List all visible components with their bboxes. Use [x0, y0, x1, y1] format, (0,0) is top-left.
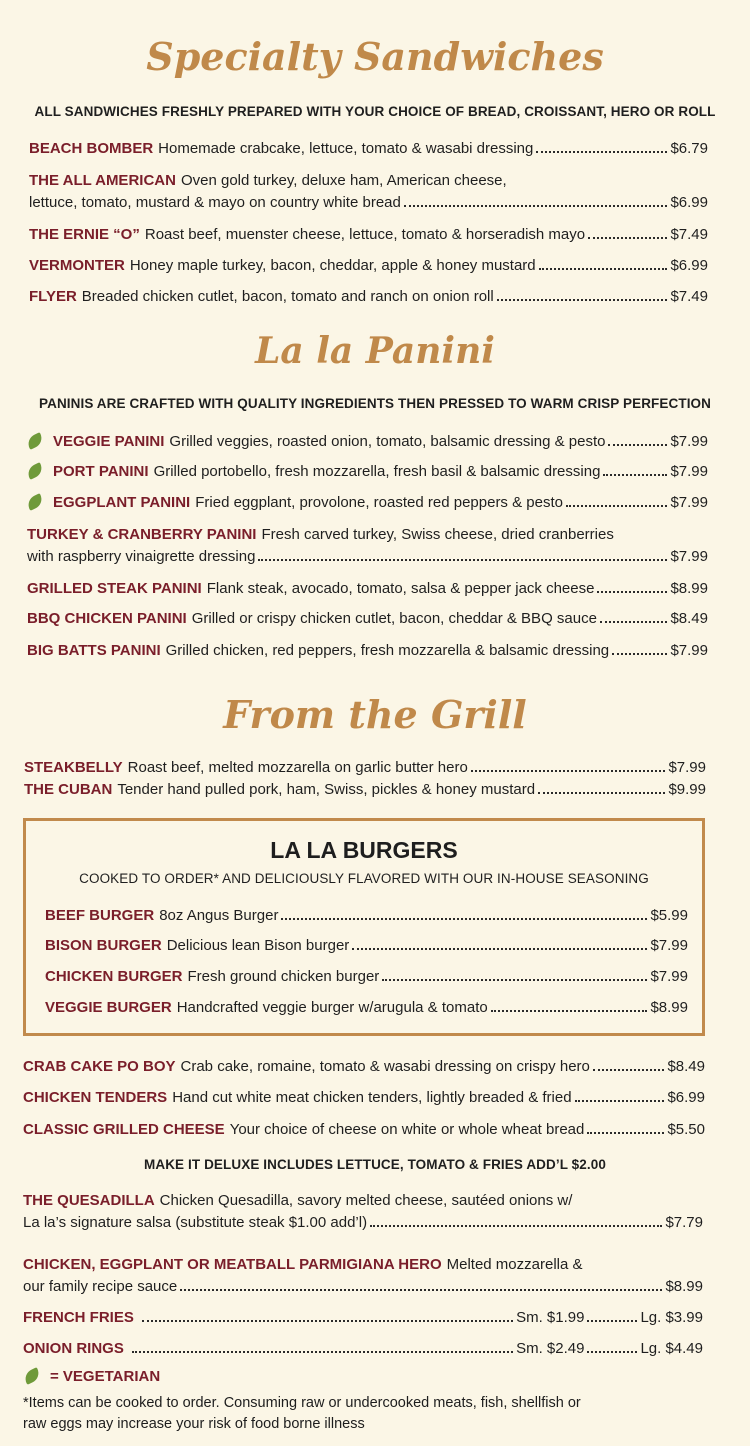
item-name: THE ERNIE “O” [29, 226, 140, 243]
item-price: $5.99 [650, 907, 688, 924]
menu-item [27, 433, 708, 450]
leader-dots [612, 653, 667, 655]
item-price: $7.99 [668, 759, 706, 776]
item-price: $7.99 [670, 642, 708, 659]
menu-item-line1 [29, 172, 708, 189]
menu-item [23, 1340, 703, 1357]
item-desc-2: lettuce, tomato, mustard & mayo on country white bread [29, 194, 401, 211]
item-name: GRILLED STEAK PANINI [27, 580, 202, 597]
item-name: BISON BURGER [45, 937, 162, 954]
legend-label: = VEGETARIAN [50, 1368, 161, 1385]
leader-dots [575, 1100, 665, 1102]
panini-title: La la Panini [255, 330, 495, 372]
item-price-small: Sm. $1.99 [516, 1309, 585, 1326]
disclaimer-line-1: *Items can be cooked to order. Consuming raw or undercooked meats, fish, shellfish or [23, 1395, 581, 1411]
menu-item [27, 642, 708, 659]
item-desc: Melted mozzarella & [446, 1256, 583, 1273]
menu-item-line1 [23, 1256, 703, 1273]
item-desc: Crab cake, romaine, tomato & wasabi dressing on crispy hero [180, 1058, 590, 1075]
item-name: VEGGIE BURGER [45, 999, 172, 1016]
item-price: $7.99 [650, 937, 688, 954]
item-desc: Hand cut white meat chicken tenders, lightly breaded & fried [172, 1089, 572, 1106]
item-name: STEAKBELLY [24, 759, 123, 776]
leader-dots [258, 559, 667, 561]
menu-item [29, 288, 708, 305]
item-desc: Tender hand pulled pork, ham, Swiss, pickles & honey mustard [117, 781, 536, 798]
leader-dots [587, 1320, 637, 1322]
item-desc: Fresh carved turkey, Swiss cheese, dried cranberries [261, 526, 614, 543]
item-desc: Grilled chicken, red peppers, fresh mozzarella & balsamic dressing [165, 642, 610, 659]
item-desc: Roast beef, muenster cheese, lettuce, tomato & horseradish mayo [144, 226, 586, 243]
item-name: CHICKEN, EGGPLANT OR MEATBALL PARMIGIANA HERO [23, 1256, 442, 1273]
leader-dots [370, 1225, 662, 1227]
item-name: BBQ CHICKEN PANINI [27, 610, 187, 627]
item-desc: Honey maple turkey, bacon, cheddar, apple & honey mustard [129, 257, 536, 274]
item-price: $7.99 [670, 433, 708, 450]
menu-item [23, 1058, 705, 1075]
menu-item [29, 257, 708, 274]
menu-item [23, 1309, 703, 1326]
item-desc-2: La la’s signature salsa (substitute steak $1.00 add’l) [23, 1214, 368, 1231]
leader-dots [132, 1351, 513, 1353]
item-price: $7.79 [665, 1214, 703, 1231]
vegetarian-leaf-icon [25, 462, 45, 480]
item-price: $7.99 [650, 968, 688, 985]
item-desc: Grilled veggies, roasted onion, tomato, balsamic dressing & pesto [169, 433, 606, 450]
vegetarian-leaf-icon [22, 1367, 42, 1385]
menu-item [23, 1089, 705, 1106]
leader-dots [566, 505, 667, 507]
item-desc: Chicken Quesadilla, savory melted cheese, sautéed onions w/ [159, 1192, 573, 1209]
menu-item-line2 [29, 194, 708, 211]
item-name: ONION RINGS [23, 1340, 124, 1357]
item-price: $6.79 [670, 140, 708, 157]
item-desc: Fresh ground chicken burger [187, 968, 380, 985]
item-name: CHICKEN TENDERS [23, 1089, 168, 1106]
leader-dots [597, 591, 667, 593]
item-price: $8.49 [667, 1058, 705, 1075]
leader-dots [600, 621, 668, 623]
leader-dots [491, 1010, 648, 1012]
item-desc: Grilled portobello, fresh mozzarella, fresh basil & balsamic dressing [153, 463, 601, 480]
menu-item [45, 999, 688, 1016]
item-price: $6.99 [670, 257, 708, 274]
menu-item-line2 [27, 548, 708, 565]
leader-dots [142, 1320, 513, 1322]
menu-item-line1 [23, 1192, 703, 1209]
item-price: $7.99 [670, 548, 708, 565]
menu-item [45, 937, 688, 954]
sandwiches-title: Specialty Sandwiches [146, 34, 604, 79]
vegetarian-leaf-icon [25, 493, 45, 511]
sandwiches-subtitle: ALL SANDWICHES FRESHLY PREPARED WITH YOUR CHOICE OF BREAD, CROISSANT, HERO OR ROLL [34, 104, 716, 119]
item-desc: 8oz Angus Burger [159, 907, 279, 924]
menu-item-line1 [27, 526, 708, 543]
leader-dots [538, 792, 665, 794]
item-price: $9.99 [668, 781, 706, 798]
item-price: $7.99 [670, 463, 708, 480]
leader-dots [352, 948, 647, 950]
leader-dots [281, 918, 647, 920]
menu-item [29, 140, 708, 157]
item-desc-2: with raspberry vinaigrette dressing [27, 548, 256, 565]
item-name: FLYER [29, 288, 77, 305]
item-price: $8.99 [670, 580, 708, 597]
item-desc-2: our family recipe sauce [23, 1278, 178, 1295]
menu-item [24, 759, 706, 776]
item-price: $7.49 [670, 226, 708, 243]
item-name: BEEF BURGER [45, 907, 155, 924]
vegetarian-legend [24, 1368, 165, 1385]
item-desc: Handcrafted veggie burger w/arugula & tomato [176, 999, 488, 1016]
item-desc: Grilled or crispy chicken cutlet, bacon, cheddar & BBQ sauce [191, 610, 597, 627]
item-desc: Breaded chicken cutlet, bacon, tomato and ranch on onion roll [81, 288, 494, 305]
item-name: CRAB CAKE PO BOY [23, 1058, 176, 1075]
item-price: $7.99 [670, 494, 708, 511]
vegetarian-leaf-icon [25, 432, 45, 450]
leader-dots [180, 1289, 662, 1291]
item-name: BEACH BOMBER [29, 140, 154, 157]
item-desc: Oven gold turkey, deluxe ham, American cheese, [180, 172, 507, 189]
deluxe-note: MAKE IT DELUXE INCLUDES LETTUCE, TOMATO & FRIES ADD’L $2.00 [144, 1157, 606, 1172]
item-price: $8.99 [650, 999, 688, 1016]
leader-dots [471, 770, 666, 772]
leader-dots [382, 979, 647, 981]
item-name: EGGPLANT PANINI [53, 494, 191, 511]
menu-item [23, 1121, 705, 1138]
menu-item-line2 [23, 1278, 703, 1295]
item-name: CLASSIC GRILLED CHEESE [23, 1121, 225, 1138]
menu-item-line2 [23, 1214, 703, 1231]
menu-item [29, 226, 708, 243]
item-name: VERMONTER [29, 257, 125, 274]
item-name: BIG BATTS PANINI [27, 642, 161, 659]
item-name: THE CUBAN [24, 781, 113, 798]
menu-item [45, 907, 688, 924]
leader-dots [539, 268, 668, 270]
item-price-small: Sm. $2.49 [516, 1340, 585, 1357]
item-price: $8.49 [670, 610, 708, 627]
item-desc: Delicious lean Bison burger [166, 937, 350, 954]
item-desc: Roast beef, melted mozzarella on garlic butter hero [127, 759, 468, 776]
leader-dots [404, 205, 668, 207]
grill-title: From the Grill [223, 692, 527, 737]
leader-dots [588, 237, 667, 239]
item-desc: Homemade crabcake, lettuce, tomato & wasabi dressing [158, 140, 534, 157]
item-name: TURKEY & CRANBERRY PANINI [27, 526, 257, 543]
leader-dots [497, 299, 668, 301]
menu-item [24, 781, 706, 798]
item-price: $6.99 [670, 194, 708, 211]
leader-dots [536, 151, 667, 153]
burgers-box [23, 818, 705, 1036]
menu-item [45, 968, 688, 985]
item-price: $6.99 [667, 1089, 705, 1106]
item-price-large: Lg. $4.49 [640, 1340, 703, 1357]
leader-dots [603, 474, 667, 476]
panini-subtitle: PANINIS ARE CRAFTED WITH QUALITY INGREDIENTS THEN PRESSED TO WARM CRISP PERFECTION [39, 396, 711, 411]
leader-dots [587, 1351, 637, 1353]
item-name: THE QUESADILLA [23, 1192, 155, 1209]
burgers-title: LA LA BURGERS [270, 837, 458, 863]
item-price: $7.49 [670, 288, 708, 305]
menu-item [27, 494, 708, 511]
item-name: VEGGIE PANINI [53, 433, 165, 450]
menu-item [27, 610, 708, 627]
item-name: PORT PANINI [53, 463, 149, 480]
item-name: CHICKEN BURGER [45, 968, 183, 985]
item-price-large: Lg. $3.99 [640, 1309, 703, 1326]
leader-dots [608, 444, 667, 446]
menu-item [27, 463, 708, 480]
disclaimer-line-2: raw eggs may increase your risk of food borne illness [23, 1416, 365, 1432]
item-desc: Flank steak, avocado, tomato, salsa & pepper jack cheese [206, 580, 595, 597]
item-desc: Your choice of cheese on white or whole wheat bread [229, 1121, 585, 1138]
burgers-subtitle: COOKED TO ORDER* AND DELICIOUSLY FLAVORED WITH OUR IN-HOUSE SEASONING [79, 871, 649, 886]
menu-item [27, 580, 708, 597]
item-desc: Fried eggplant, provolone, roasted red peppers & pesto [195, 494, 563, 511]
leader-dots [593, 1069, 665, 1071]
item-price: $5.50 [667, 1121, 705, 1138]
item-price: $8.99 [665, 1278, 703, 1295]
item-name: FRENCH FRIES [23, 1309, 134, 1326]
item-name: THE ALL AMERICAN [29, 172, 176, 189]
leader-dots [587, 1132, 664, 1134]
